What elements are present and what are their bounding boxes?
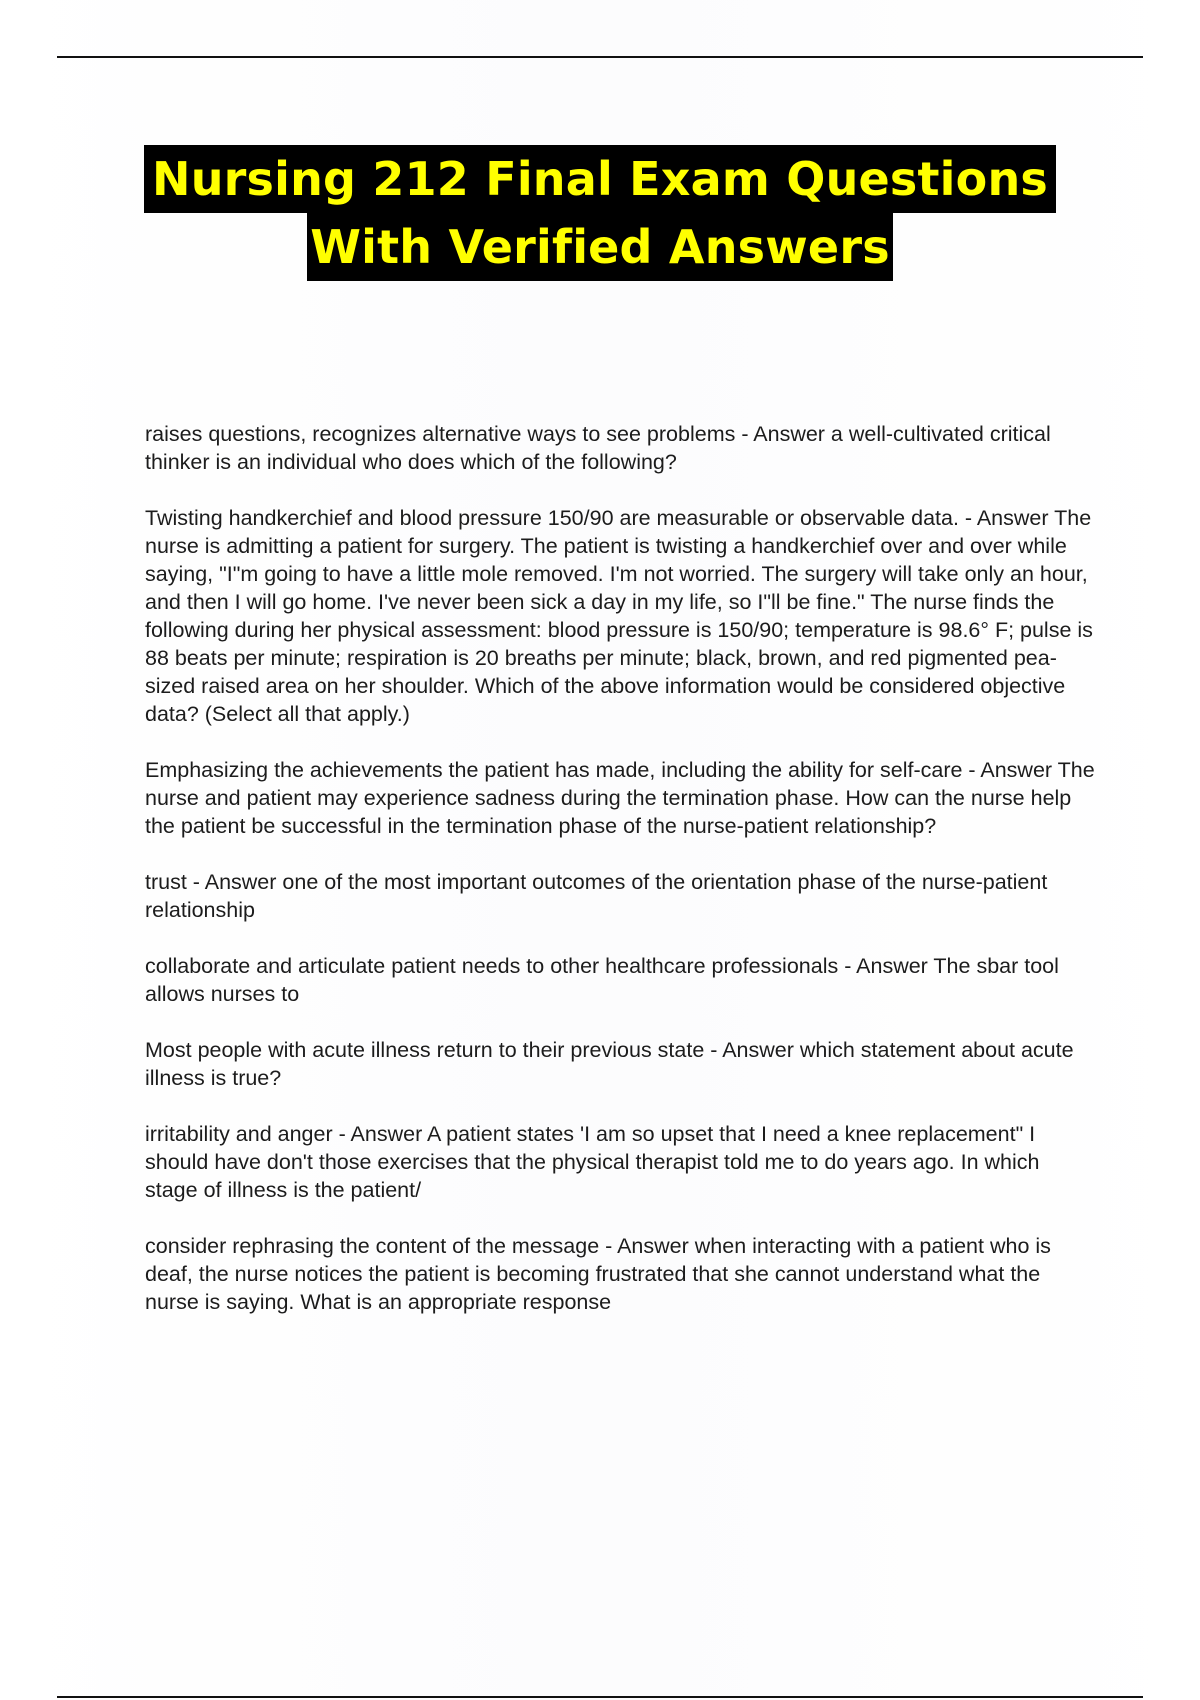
bottom-rule [57, 1696, 1143, 1698]
qa-entry: Twisting handkerchief and blood pressure 150/90 are measurable or observable data. - Answer The nurse is admitting a patient for surgery. The patient is twisting a handkerchief over and over while saying, "I"m going to have a little mole removed. I'm not worried. The surgery will take only an hour, and then I will go home. I've never been sick a day in my life, so I"ll be fine." The nurse finds the following during her physical assessment: blood pressure is 150/90; temperature is 98.6° F; pulse is 88 beats per minute; respiration is 20 breaths per minute; black, brown, and red pigmented pea-sized raised area on her shoulder. Which of the above information would be considered objective data? (Select all that apply.) [145, 506, 1093, 726]
qa-entry: raises questions, recognizes alternative ways to see problems - Answer a well-cultivated critical thinker is an individual who does which of the following? [145, 422, 1051, 474]
qa-entry: trust - Answer one of the most important outcomes of the orientation phase of the nurse-patient relationship [145, 870, 1048, 922]
title-line-1: Nursing 212 Final Exam Questions [144, 145, 1056, 213]
document-title [0, 145, 1200, 281]
qa-entry: irritability and anger - Answer A patient states 'I am so upset that I need a knee replacement" I should have don't those exercises that the physical therapist told me to do years ago. In which stage of illness is the patient/ [145, 1122, 1040, 1202]
qa-entry: collaborate and articulate patient needs to other healthcare professionals - Answer The sbar tool allows nurses to [145, 954, 1059, 1006]
qa-entry: consider rephrasing the content of the message - Answer when interacting with a patient who is deaf, the nurse notices the patient is becoming frustrated that she cannot understand what the nurse is saying. What is an appropriate response [145, 1234, 1051, 1314]
qa-entry: Most people with acute illness return to their previous state - Answer which statement about acute illness is true? [145, 1038, 1074, 1090]
qa-entry: Emphasizing the achievements the patient has made, including the ability for self-care - Answer The nurse and patient may experience sadness during the termination phase. How can the nurse help the patient be successful in the termination phase of the nurse-patient relationship? [145, 758, 1095, 838]
qa-list [145, 420, 1095, 1344]
top-rule [57, 56, 1143, 58]
title-line-2: With Verified Answers [307, 213, 893, 281]
